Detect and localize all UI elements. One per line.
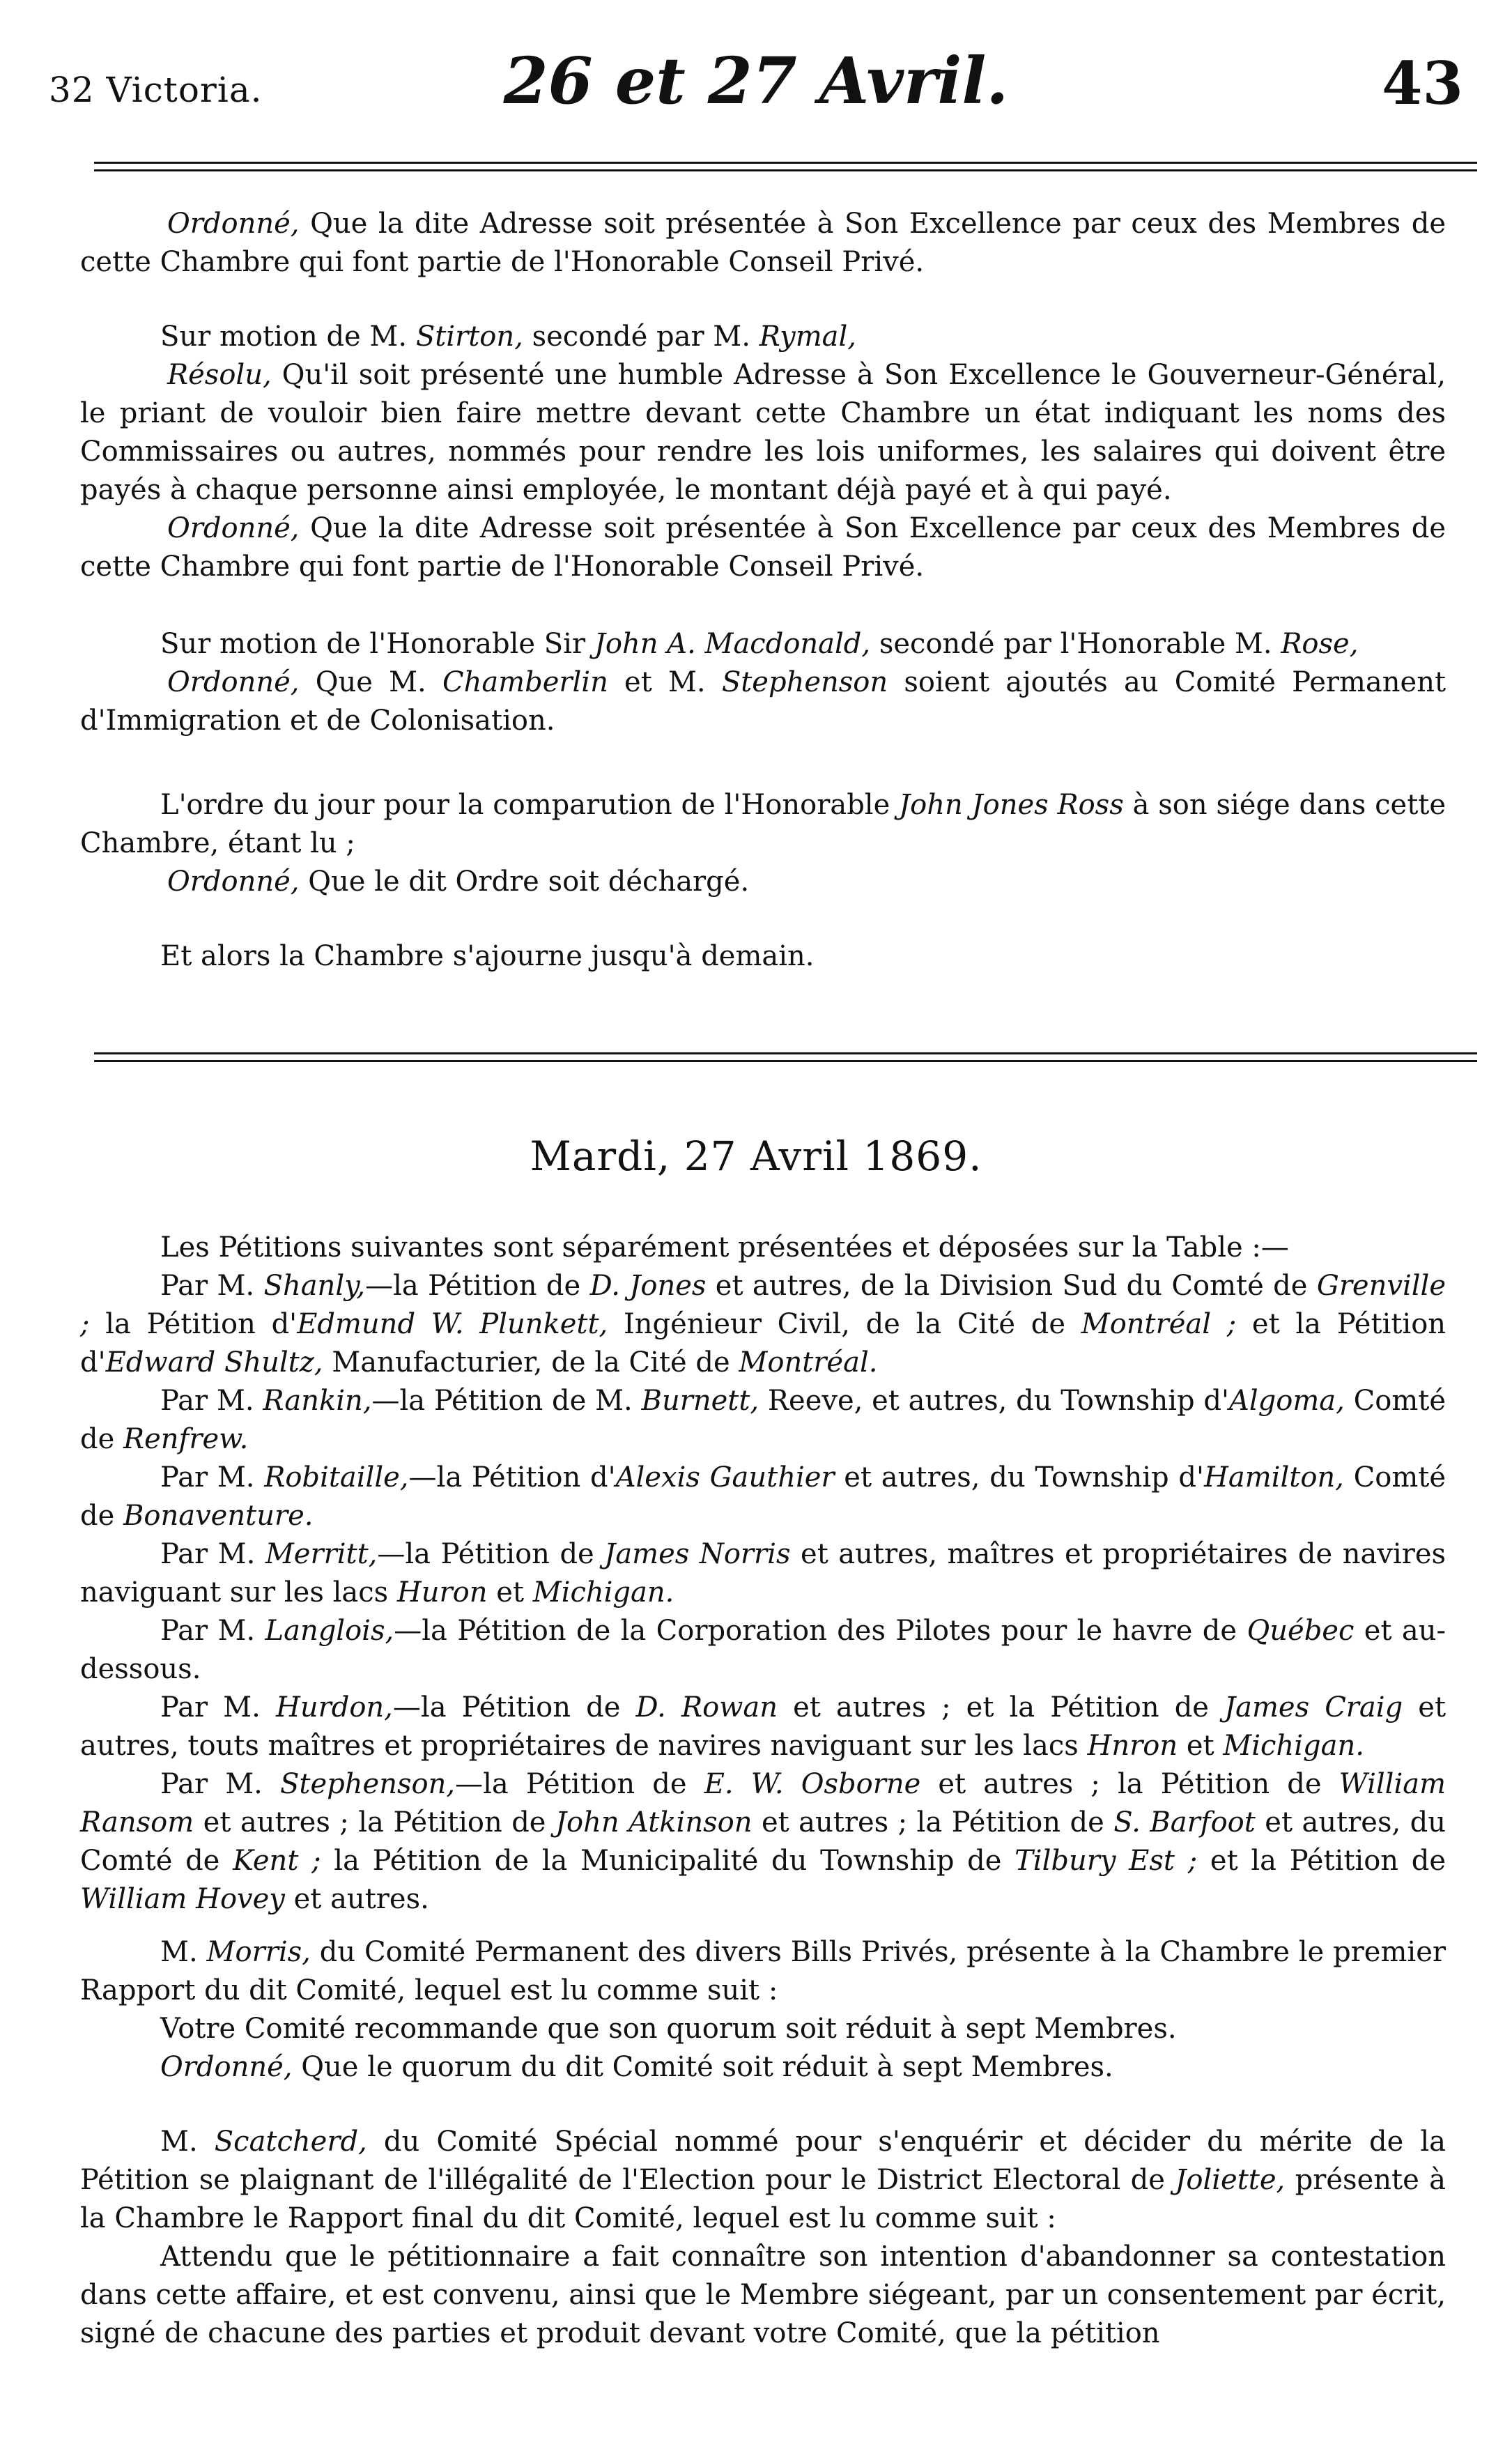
petition-text: —la Pétition de [365, 1270, 581, 1302]
petition-text: et au-dessous. [80, 1615, 1447, 1685]
petition-text: et autres, maîtres et propriétaires de navires naviguant sur les lacs [80, 1538, 1447, 1609]
petitioner-name: Burnett, [641, 1385, 759, 1417]
petition-text: Comté de [80, 1461, 1446, 1532]
report-text: du Comité Spécial nommé pour s'enquérir et décider du mérite de la Pétition se plaignant de l'illégalité de l'Election pour le District Electoral de [80, 2126, 1447, 2196]
section-motion-stirton [80, 318, 1446, 586]
ordonne-text: Que M. [315, 666, 426, 698]
petition-text: et autres, touts maîtres et propriétaires de navires naviguant sur les lacs [80, 1691, 1447, 1762]
member-name: Merritt, [265, 1538, 378, 1570]
petitioner-name: D. Rowan [635, 1691, 778, 1723]
petition-text: et autres ; la Pétition de [938, 1768, 1322, 1800]
petitioner-name: Edward Shultz, [105, 1346, 323, 1379]
par-m: Par M. [160, 1461, 255, 1494]
place-name: Tilbury Est ; [1015, 1845, 1198, 1877]
ordonne-label: Ordonné, [167, 866, 300, 898]
petitioner-name: S. Barfoot [1113, 1806, 1256, 1838]
par-m: Par M. [160, 1270, 255, 1302]
petition-merritt [80, 1535, 1446, 1612]
member-name: John Jones Ross [899, 789, 1124, 821]
ordonne-label: Ordonné, [167, 512, 300, 544]
member-prefix: M. [160, 2126, 198, 2158]
report-text: du Comité Permanent des divers Bills Privés, présente à la Chambre le premier Rapport du dit Comité, lequel est lu comme suit : [80, 1936, 1446, 2006]
page-number: 43 [1382, 49, 1463, 118]
petition-robitaille [80, 1459, 1446, 1535]
petitioner-name: Alexis Gauthier [615, 1461, 835, 1494]
section-ordre-du-jour [80, 786, 1446, 901]
day-separator-rule [94, 1052, 1477, 1062]
header-session: 32 Victoria. [49, 70, 263, 110]
par-m: Par M. [160, 1538, 256, 1570]
place-name: Montréal. [739, 1346, 878, 1379]
section-scatcherd-report [80, 2123, 1446, 2353]
petition-text: et [496, 1576, 524, 1609]
member-name: Robitaille, [264, 1461, 409, 1494]
section-motion-macdonald [80, 625, 1446, 740]
member-name: Rymal, [759, 321, 856, 353]
resolu-text: Qu'il soit présenté une humble Adresse à Son Excellence le Gouverneur-Général, le priant de vouloir bien faire mettre devant cette Chambre un état indiquant les noms des Commissaires ou autres, nommés pour rendre les lois uniformes, les salaires qui doivent être payés à chaque personne ainsi employée, le montant déjà payé et à qui payé. [80, 359, 1447, 506]
place-name: Michigan. [532, 1576, 674, 1609]
member-prefix: M. [160, 1936, 198, 1968]
petitioner-name: E. W. Osborne [704, 1768, 921, 1800]
petition-text: et [1186, 1730, 1214, 1762]
petition-text: et la Pétition d' [80, 1308, 1447, 1379]
member-name: Rose, [1281, 628, 1359, 660]
petition-text: et autres ; la Pétition de [203, 1806, 546, 1838]
par-m: Par M. [160, 1691, 261, 1723]
motion-text: Sur motion de M. [160, 321, 408, 353]
petition-rankin [80, 1382, 1446, 1459]
petitioner-name: D. Jones [589, 1270, 707, 1302]
member-name: Shanly, [263, 1270, 366, 1302]
day-heading: Mardi, 27 Avril 1869. [530, 1133, 982, 1180]
petitioner-name: James Norris [604, 1538, 791, 1570]
petition-text: et autres ; la Pétition de [761, 1806, 1104, 1838]
motion-text: secondé par M. [532, 321, 750, 353]
report-recommendation: Votre Comité recommande que son quorum soit réduit à sept Membres. [160, 2013, 1177, 2045]
place-name: Huron [396, 1576, 488, 1609]
ordonne-text: et M. [624, 666, 706, 698]
petitioner-name: John Atkinson [555, 1806, 753, 1838]
place-name: Grenville ; [80, 1270, 1447, 1340]
ordonne-label: Ordonné, [167, 208, 300, 240]
attendu-text: Attendu que le pétitionnaire a fait connaître son intention d'abandonner sa contestation dans cette affaire, et est convenu, ainsi que le Membre siégeant, par un consentement par écrit, signé de chacune des parties et produit devant votre Comité, que la pétition [80, 2241, 1446, 2349]
petition-text: —la Pétition de [377, 1538, 594, 1570]
petition-text: et autres ; et la Pétition de [793, 1691, 1209, 1723]
place-name: Québec [1247, 1615, 1355, 1647]
petition-text: et autres, de la Division Sud du Comté de [715, 1270, 1308, 1302]
section-petitions [80, 1229, 1446, 1919]
par-m: Par M. [160, 1385, 254, 1417]
member-name: Hurdon, [275, 1691, 393, 1723]
ordonne-text: soient ajoutés au Comité Permanent d'Immigration et de Colonisation. [80, 666, 1447, 737]
petition-text: —la Pétition de M. [371, 1385, 633, 1417]
petition-text: —la Pétition de [392, 1691, 621, 1723]
ordonne-text: Que la dite Adresse soit présentée à Son Excellence par ceux des Membres de cette Chambre qui font partie de l'Honorable Conseil Privé. [80, 512, 1446, 583]
petitioner-name: Edmund W. Plunkett, [297, 1308, 608, 1340]
ordre-text: L'ordre du jour pour la comparution de l'Honorable [160, 789, 890, 821]
member-name: Stephenson [721, 666, 888, 698]
petition-text: et la Pétition de [1210, 1845, 1447, 1877]
member-name: John A. Macdonald, [594, 628, 871, 660]
section-morris-report [80, 1933, 1446, 2087]
par-m: Par M. [160, 1615, 256, 1647]
ordonne-text: Que la dite Adresse soit présentée à Son Excellence par ceux des Membres de cette Chambre qui font partie de l'Honorable Conseil Privé. [80, 208, 1446, 278]
report-text: présente à la Chambre le Rapport final du dit Comité, lequel est lu comme suit : [80, 2164, 1447, 2234]
member-name: Scatcherd, [214, 2126, 367, 2158]
petition-text: —la Pétition d' [408, 1461, 616, 1494]
member-name: Chamberlin [442, 666, 608, 698]
adjourn-text: Et alors la Chambre s'ajourne jusqu'à demain. [160, 940, 815, 972]
ordre-text: à son siége dans cette Chambre, étant lu ; [80, 789, 1447, 859]
section-adjourn [80, 937, 1446, 976]
motion-text: Sur motion de l'Honorable Sir [160, 628, 586, 660]
header-rule [94, 162, 1477, 171]
header-date: 26 et 27 Avril. [503, 43, 1009, 118]
petition-text: Reeve, et autres, du Township d' [767, 1385, 1229, 1417]
petition-text: et autres. [293, 1883, 429, 1915]
member-name: Morris, [206, 1936, 311, 1968]
place-name: Kent ; [233, 1845, 321, 1877]
member-name: Langlois, [265, 1615, 394, 1647]
ordonne-text: Que le dit Ordre soit déchargé. [308, 866, 750, 898]
ordonne-label: Ordonné, [167, 666, 300, 698]
petition-text: —la Pétition de [455, 1768, 687, 1800]
petitioner-name: William Ransom [80, 1768, 1447, 1838]
ordonne-text: Que le quorum du dit Comité soit réduit à sept Membres. [301, 2051, 1113, 2083]
place-name: Bonaventure. [123, 1500, 314, 1532]
petition-text: et autres, du Township d' [844, 1461, 1204, 1494]
petition-hurdon [80, 1689, 1446, 1765]
page-header [0, 43, 1512, 134]
petition-langlois [80, 1612, 1446, 1689]
petitions-intro: Les Pétitions suivantes sont séparément présentées et déposées sur la Table :— [160, 1231, 1289, 1264]
member-name: Stephenson, [280, 1768, 456, 1800]
ordonne-label: Ordonné, [160, 2051, 293, 2083]
place-name: Renfrew. [123, 1423, 249, 1455]
place-name: Hnron [1087, 1730, 1178, 1762]
petition-stephenson [80, 1765, 1446, 1919]
petition-text: Ingénieur Civil, de la Cité de [623, 1308, 1066, 1340]
petition-text: Manufacturier, de la Cité de [332, 1346, 730, 1379]
member-name: Rankin, [263, 1385, 372, 1417]
place-name: Hamilton, [1204, 1461, 1344, 1494]
petition-text: la Pétition de la Municipalité du Township de [334, 1845, 1002, 1877]
place-name: Michigan. [1223, 1730, 1364, 1762]
petition-text: —la Pétition de la Corporation des Pilotes pour le havre de [394, 1615, 1237, 1647]
place-name: Montréal ; [1081, 1308, 1237, 1340]
petitioner-name: James Craig [1224, 1691, 1403, 1723]
petition-text: Comté de [80, 1385, 1447, 1455]
petitioner-name: William Hovey [80, 1883, 285, 1915]
place-name: Joliette, [1175, 2164, 1286, 2196]
resolu-label: Résolu, [167, 359, 272, 391]
place-name: Algoma, [1229, 1385, 1345, 1417]
petition-shanly [80, 1267, 1446, 1382]
section-ordonne-1 [80, 205, 1446, 282]
par-m: Par M. [160, 1768, 263, 1800]
petition-text: la Pétition d' [105, 1308, 298, 1340]
motion-text: secondé par l'Honorable M. [879, 628, 1272, 660]
petition-text: et autres, du Comté de [80, 1806, 1447, 1877]
member-name: Stirton, [415, 321, 523, 353]
